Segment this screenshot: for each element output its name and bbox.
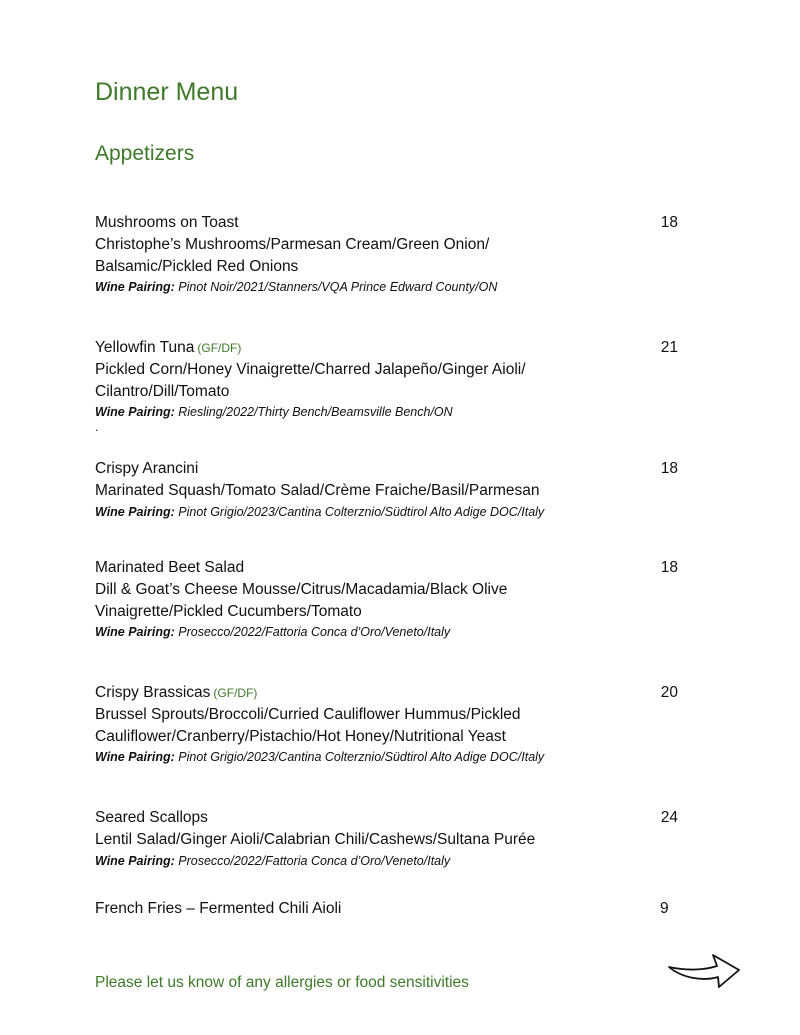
wine-pairing — [95, 748, 680, 766]
item-price: 20 — [660, 684, 678, 701]
wine-pairing — [95, 503, 680, 521]
next-page-arrow-icon[interactable] — [667, 951, 743, 993]
menu-item-mushrooms-on-toast — [95, 212, 680, 296]
wine-pairing-value: Prosecco/2022/Fattoria Conca d’Oro/Veneto/Italy — [178, 625, 451, 639]
wine-pairing-value: Pinot Grigio/2023/Cantina Colterznio/Südtirol Alto Adige DOC/Italy — [178, 504, 545, 519]
menu-title: Dinner Menu — [95, 78, 239, 106]
stray-dot: . — [95, 420, 99, 434]
item-description: Christophe’s Mushrooms/Parmesan Cream/Green Onion/ Balsamic/Pickled Red Onions — [95, 236, 490, 275]
wine-pairing-label: Wine Pairing: — [95, 280, 175, 294]
item-description: Dill & Goat’s Cheese Mousse/Citrus/Macadamia/Black Olive Vinaigrette/Pickled Cucumbers/Tomato — [95, 581, 508, 620]
section-heading-appetizers: Appetizers — [95, 142, 195, 165]
wine-pairing-label: Wine Pairing: — [95, 405, 175, 419]
item-name: Yellowfin Tuna — [95, 339, 195, 356]
menu-item-crispy-brassicas — [95, 682, 680, 766]
item-name: French Fries – — [95, 900, 195, 917]
item-name: Seared Scallops — [95, 809, 208, 826]
item-price: 21 — [660, 339, 678, 356]
allergy-notice: Please let us know of any allergies or food sensitivities — [95, 974, 469, 991]
dietary-tag: (GF/DF) — [213, 686, 258, 700]
wine-pairing-label: Wine Pairing: — [95, 625, 175, 639]
item-description: Pickled Corn/Honey Vinaigrette/Charred Jalapeño/Ginger Aioli/ Cilantro/Dill/Tomato — [95, 361, 526, 400]
menu-item-seared-scallops — [95, 807, 680, 870]
wine-pairing-value: Pinot Noir/2021/Stanners/VQA Prince Edward County/ON — [178, 280, 498, 294]
wine-pairing — [95, 278, 680, 296]
wine-pairing-value: Prosecco/2022/Fattoria Conca d’Oro/Veneto/Italy — [178, 853, 451, 868]
menu-item-marinated-beet-salad — [95, 557, 680, 641]
item-name: Crispy Arancini — [95, 460, 199, 477]
item-description: Lentil Salad/Ginger Aioli/Calabrian Chili/Cashews/Sultana Purée — [95, 831, 536, 848]
item-price: 24 — [660, 809, 678, 826]
wine-pairing — [95, 852, 680, 870]
menu-item-french-fries — [95, 898, 680, 919]
wine-pairing-value: Pinot Grigio/2023/Cantina Colterznio/Südtirol Alto Adige DOC/Italy — [178, 750, 545, 764]
item-description: Brussel Sprouts/Broccoli/Curried Cauliflower Hummus/Pickled Cauliflower/Cranberry/Pistachio/Hot Honey/Nutritional Yeast — [95, 706, 521, 745]
dietary-tag: (GF/DF) — [197, 341, 242, 355]
item-name: Mushrooms on Toast — [95, 214, 239, 231]
item-name: Marinated Beet Salad — [95, 559, 245, 576]
wine-pairing-label: Wine Pairing: — [95, 750, 175, 764]
wine-pairing — [95, 403, 680, 421]
wine-pairing-label: Wine Pairing: — [95, 853, 175, 868]
wine-pairing — [95, 623, 680, 641]
wine-pairing-value: Riesling/2022/Thirty Bench/Beamsville Bench/ON — [178, 405, 453, 419]
item-description: Fermented Chili Aioli — [199, 900, 342, 917]
item-price: 18 — [660, 559, 678, 576]
item-price: 18 — [660, 460, 678, 477]
item-description: Marinated Squash/Tomato Salad/Crème Fraiche/Basil/Parmesan — [95, 482, 540, 499]
menu-item-crispy-arancini — [95, 458, 680, 521]
wine-pairing-label: Wine Pairing: — [95, 504, 175, 519]
item-price: 9 — [660, 900, 669, 917]
menu-item-yellowfin-tuna — [95, 337, 680, 433]
item-price: 18 — [660, 214, 678, 231]
item-name: Crispy Brassicas — [95, 684, 211, 701]
